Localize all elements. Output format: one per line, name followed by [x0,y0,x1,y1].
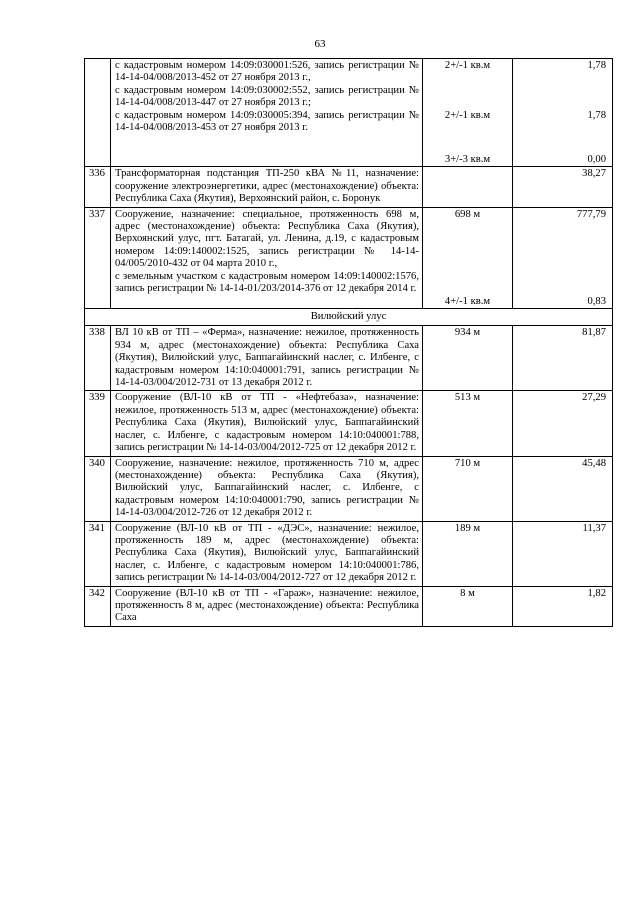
record-text: ВЛ 10 кВ от ТП – «Ферма», назначение: нежилое, протяженность 934 м, адрес (местонахождение) объекта: Республика Саха (Якутия), Вилюйский улус, Баппагайинский наслег, с. Илбенге, с кадастровым номером 14:10:040001:791, запись регистрации № 14-14-03/004/2012-731 от 13 декабря 2012 г. [115,327,419,389]
table-row [85,326,613,391]
region-row [85,309,613,326]
row-area [423,59,513,167]
row-value: 27,29 [513,391,613,456]
record-text: с кадастровым номером 14:09:030005:394, запись регистрации № 14-14-04/008/2013-453 от 27 ноября 2013 г. [115,109,419,134]
row-number: 336 [85,167,111,207]
row-number: 338 [85,326,111,391]
row-area: 8 м [423,586,513,626]
table-row [85,391,613,456]
row-area [423,167,513,207]
value-amount: 0,83 [587,295,606,307]
row-description [111,521,423,586]
row-description [111,167,423,207]
row-value: 81,87 [513,326,613,391]
row-number: 342 [85,586,111,626]
table-row [85,586,613,626]
record-text: Трансформаторная подстанция ТП-250 кВА №11, назначение: сооружение электроэнергетики, адрес (местонахождение) объекта: Республика Саха (Якутия), Верхоянский район, с. Боронук [115,168,419,205]
table-row [85,456,613,521]
area-value: 4+/-1 кв.м [444,295,491,307]
area-value: 698 м [454,208,481,220]
row-area: 513 м [423,391,513,456]
row-description [111,391,423,456]
region-heading: Вилюйский улус [85,309,613,326]
value-amount: 777,79 [576,208,606,220]
table-row [85,521,613,586]
row-description [111,59,423,167]
row-value: 45,48 [513,456,613,521]
area-value: 3+/-3 кв.м [444,154,491,165]
record-text: с кадастровым номером 14:09:030002:552, запись регистрации № 14-14-04/008/2013-447 от 27 ноября 2013 г.; [115,84,419,109]
row-number [85,59,111,167]
row-number: 337 [85,207,111,308]
row-value [513,207,613,308]
property-table [84,58,613,627]
record-text: с земельным участком с кадастровым номером 14:09:140002:1576, запись регистрации № 14-14-01/203/2014-376 от 12 декабря 2014 г. [115,270,419,295]
row-number: 339 [85,391,111,456]
record-text: Сооружение (ВЛ-10 кВ от ТП - «ДЭС», назначение: нежилое, протяженность 189 м, адрес (местонахождение) объекта: Республика Саха (Якутия), Вилюйский улус, Баппагайинский наслег, с. Илбенге, с кадастровым номером 14:10:040001:786, запись регистрации № 14-14-03/004/2012-727 от 12 декабря 2012 г. [115,522,419,584]
row-number: 341 [85,521,111,586]
row-area: 934 м [423,326,513,391]
area-value: 2+/-1 кв.м [444,110,491,121]
record-text: Сооружение, назначение: специальное, протяженность 698 м, адрес (местонахождение) объекта: Республика Саха (Якутия), Верхоянский улус, пгт. Батагай, ул. Ленина, д.19, с кадастровым номером 14:09:140002:1525, запись регистрации № 14-14-04/005/2010-432 от 04 марта 2010 г., [115,208,419,270]
table-row [85,207,613,308]
record-text: Сооружение (ВЛ-10 кВ от ТП - «Нефтебаза», назначение: нежилое, протяженность 513 м, адрес (местонахождение) объекта: Республика Саха (Якутия), Вилюйский улус, Баппагайинский наслег, с. Илбенге, с кадастровым номером 14:10:040001:788, запись регистрации № 14-14-03/004/2012-725 от 12 декабря 2012 г. [115,392,419,454]
row-area: 710 м [423,456,513,521]
value-amount: 1,78 [587,110,606,121]
row-description [111,326,423,391]
row-value [513,59,613,167]
row-value: 38,27 [513,167,613,207]
row-value: 1,82 [513,586,613,626]
area-value: 2+/-1 кв.м [444,60,491,71]
row-area [423,207,513,308]
row-description [111,207,423,308]
value-amount: 1,78 [587,60,606,71]
row-value: 11,37 [513,521,613,586]
row-number: 340 [85,456,111,521]
row-area: 189 м [423,521,513,586]
record-text: с кадастровым номером 14:09:030001:526, запись регистрации № 14-14-04/008/2013-452 от 27 ноября 2013 г., [115,60,419,84]
record-text: Сооружение (ВЛ-10 кВ от ТП - «Гараж», назначение: нежилое, протяженность 8 м, адрес (местонахождение) объекта: Республика Саха [115,587,419,624]
page-number: 63 [314,38,326,50]
value-amount: 0,00 [587,154,606,165]
record-text: Сооружение, назначение: нежилое, протяженность 710 м, адрес (местонахождение) объекта: Республика Саха (Якутия), Вилюйский улус, Баппагайинский наслег, с. Илбенге, с кадастровым номером 14:10:040001:790, запись регистрации № 14-14-03/004/2012-726 от 12 декабря 2012 г. [115,457,419,519]
row-description [111,456,423,521]
row-description [111,586,423,626]
table-row [85,167,613,207]
table-row [85,59,613,167]
